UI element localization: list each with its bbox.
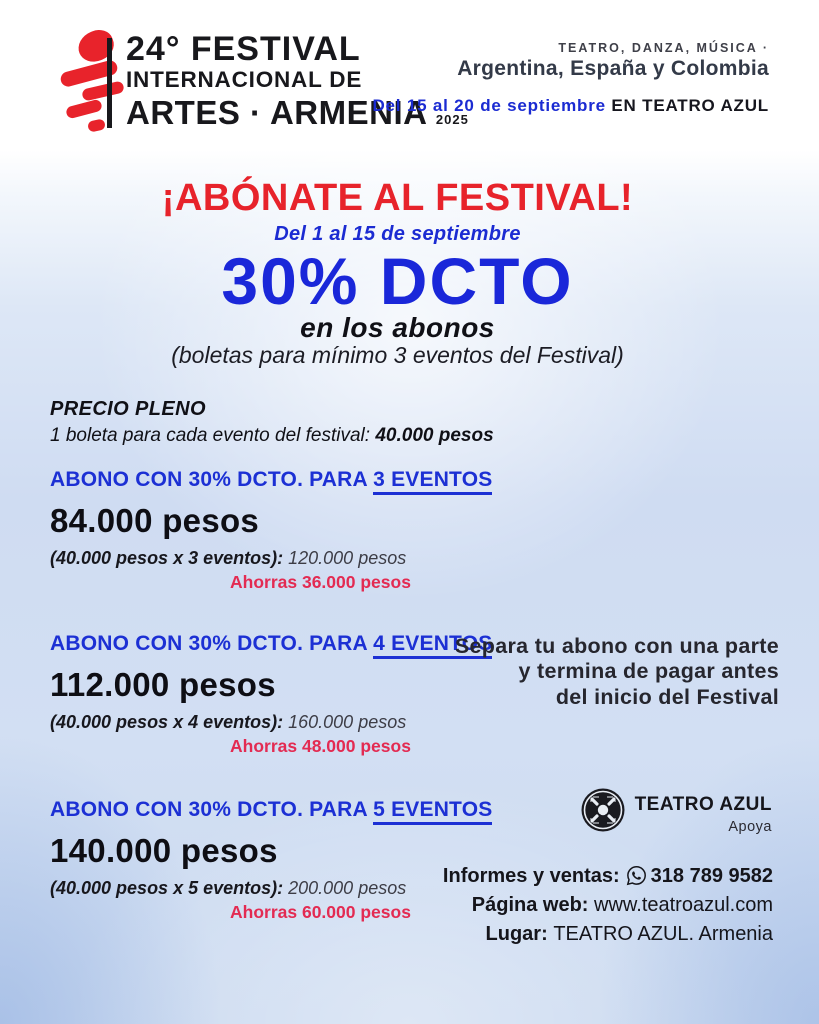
plan-price: 140.000 pesos	[50, 832, 278, 869]
header-dates: Del 15 al 20 de septiembre	[372, 96, 606, 115]
header-right-block	[372, 41, 769, 116]
festival-title-line2: INTERNACIONAL DE	[126, 67, 363, 92]
full-price-description	[50, 425, 494, 447]
logo-stroke-shape	[87, 118, 106, 132]
plan-price: 84.000 pesos	[50, 502, 260, 539]
installments-note-line1: Separa tu abono con una parte	[454, 634, 779, 658]
contact-place-line	[443, 920, 773, 949]
installments-note	[455, 634, 779, 710]
logo-stroke-shape	[65, 99, 103, 120]
place-label: Lugar:	[485, 923, 554, 945]
plan-formula-total: 120.000 pesos	[288, 548, 407, 568]
festival-title-line1: 24° FESTIVAL	[126, 30, 361, 68]
web-url: www.teatroazul.com	[594, 894, 773, 916]
festival-brush-logo-icon	[60, 28, 132, 134]
plan-heading-events: 5 EVENTOS	[373, 798, 492, 825]
plan-formula-bold: (40.000 pesos x 3 eventos):	[50, 548, 289, 568]
header-venue: EN TEATRO AZUL	[605, 96, 769, 115]
header-dates-venue	[372, 96, 769, 116]
web-label: Página web:	[471, 894, 595, 916]
plan-formula-bold: (40.000 pesos x 4 eventos):	[50, 712, 289, 732]
hero-discount: 30% DCTO	[221, 244, 574, 318]
sponsor-text	[635, 786, 772, 835]
plan-savings: Ahorras 60.000 pesos	[230, 902, 411, 922]
full-price-desc-text: 1 boleta para cada evento del festival:	[50, 425, 376, 446]
place-value: TEATRO AZUL. Armenia	[553, 923, 773, 945]
festival-year: 2025	[435, 111, 469, 127]
plan-savings: Ahorras 48.000 pesos	[230, 736, 411, 756]
plan-heading	[50, 798, 492, 822]
hero-subtitle: en los abonos	[300, 312, 495, 343]
installments-note-line2: y termina de pagar antes	[518, 659, 779, 684]
full-price-label: PRECIO PLENO	[50, 398, 206, 420]
plan-formula	[50, 548, 492, 569]
hero-headline: ¡ABÓNATE AL FESTIVAL!	[161, 177, 634, 219]
plan-5-events	[50, 798, 492, 923]
contact-sales-line	[443, 862, 773, 891]
hero-dates: Del 1 al 15 de septiembre	[274, 223, 521, 245]
plan-savings: Ahorras 36.000 pesos	[230, 572, 411, 592]
festival-title-line3-text: ARTES · ARMENIA	[126, 93, 427, 131]
contact-web-line	[443, 891, 773, 920]
plan-price: 112.000 pesos	[50, 666, 276, 703]
plan-heading-text: ABONO CON 30% DCTO. PARA	[50, 468, 374, 491]
whatsapp-icon	[626, 865, 647, 886]
hero-note: (boletas para mínimo 3 eventos del Festival)	[171, 342, 624, 368]
sponsor-block	[580, 786, 772, 835]
plan-heading-text: ABONO CON 30% DCTO. PARA	[50, 632, 374, 655]
full-price-block	[50, 398, 494, 447]
header	[0, 0, 819, 150]
sponsor-role: Apoya	[728, 819, 772, 835]
plan-formula-total: 200.000 pesos	[288, 878, 407, 898]
plan-4-events	[50, 632, 492, 757]
plan-heading	[50, 632, 492, 656]
plan-formula	[50, 712, 492, 733]
plan-heading-text: ABONO CON 30% DCTO. PARA	[50, 798, 374, 821]
sponsor-name: TEATRO AZUL	[634, 794, 772, 815]
header-disciplines: TEATRO, DANZA, MÚSICA ·	[558, 41, 769, 55]
plan-3-events	[50, 468, 492, 593]
logo-stroke-shape	[81, 80, 125, 101]
plan-formula	[50, 878, 492, 899]
installments-note-line3: del inicio del Festival	[555, 684, 779, 709]
plan-heading-events: 3 EVENTOS	[373, 468, 492, 495]
plan-heading-events: 4 EVENTOS	[373, 632, 492, 659]
sales-label: Informes y ventas:	[442, 865, 620, 887]
poster-body	[0, 150, 819, 1024]
teatro-azul-emblem-icon	[580, 787, 626, 833]
header-countries: Argentina, España y Colombia	[457, 57, 769, 80]
phone-number: 318 789 9582	[650, 865, 773, 887]
full-price-amount: 40.000 pesos	[375, 425, 494, 446]
logo-divider	[107, 38, 112, 128]
plan-formula-bold: (40.000 pesos x 5 eventos):	[50, 878, 289, 898]
plan-heading	[50, 468, 492, 492]
plan-formula-total: 160.000 pesos	[288, 712, 407, 732]
contact-block	[443, 862, 773, 949]
